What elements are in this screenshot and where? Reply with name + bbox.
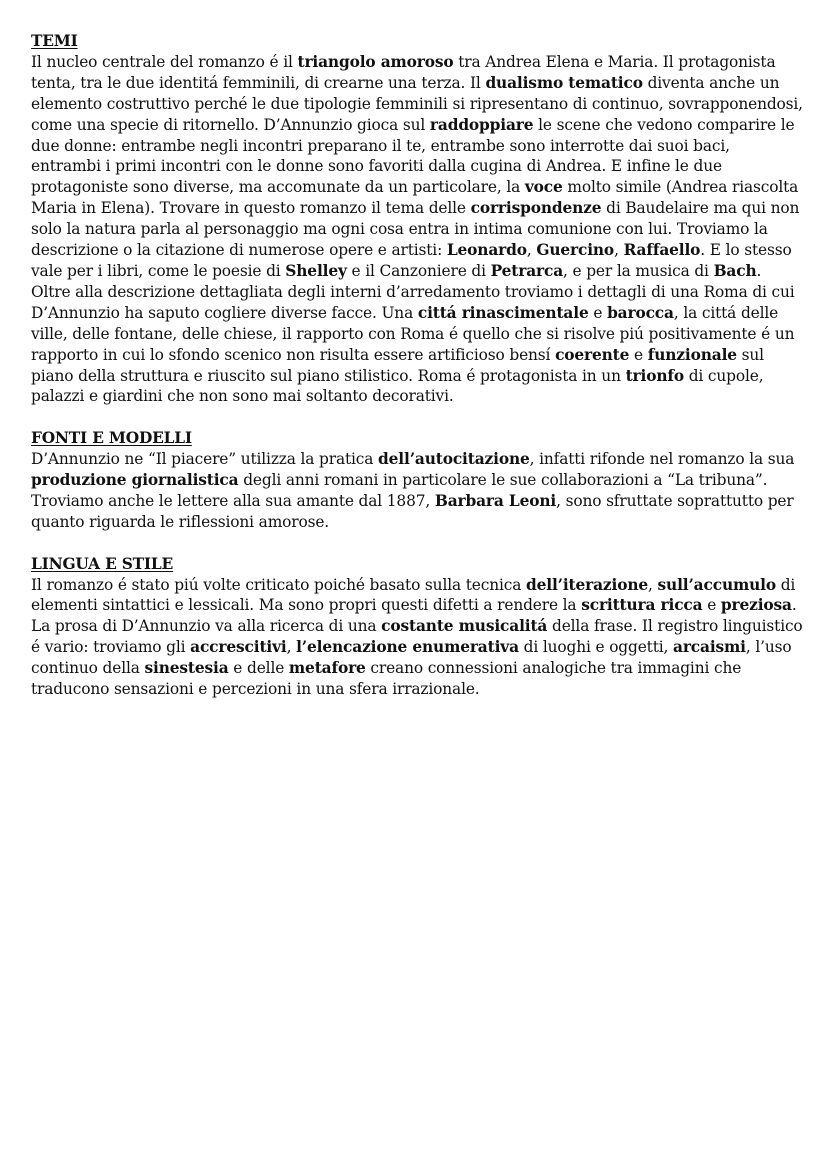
bold-term: raddoppiare xyxy=(429,115,534,134)
text-run: e xyxy=(629,345,648,364)
bold-term: sinestesia xyxy=(144,659,229,678)
bold-term: dell’autocitazione xyxy=(378,450,530,469)
text-run: di cupole, palazzi e giardini che non sono mai soltanto decorativi. xyxy=(31,366,764,406)
text-run: della frase. Il registro linguistico é vario: troviamo gli xyxy=(31,617,803,657)
text-run: molto simile (Andrea riascolta Maria in Elena). Trovare in questo romanzo il tema delle xyxy=(31,178,799,218)
bold-term: Bach xyxy=(713,261,757,280)
section-body xyxy=(31,575,803,700)
bold-term: scrittura ricca xyxy=(581,596,703,615)
text-run: . Oltre alla descrizione dettagliata degli interni d’arredamento troviamo i dettagli di una Roma di cui D’Annunzio ha saputo cogliere diverse facce. Una xyxy=(31,261,795,322)
bold-term: dell’iterazione xyxy=(526,575,649,594)
bold-term: corrispondenze xyxy=(470,199,602,218)
text-run: e delle xyxy=(228,659,289,678)
text-run: sul piano della struttura e riuscito sul piano stilistico. Roma é protagonista in un xyxy=(31,345,764,385)
text-run: , xyxy=(526,241,537,260)
text-run: e xyxy=(702,596,721,615)
bold-term: metafore xyxy=(288,659,366,678)
section-body xyxy=(31,449,803,533)
bold-term: produzione giornalistica xyxy=(31,471,239,490)
document-page xyxy=(31,31,803,700)
text-run: degli anni romani in particolare le sue collaborazioni a “La tribuna”. Troviamo anche le lettere alla sua amante dal 1887, xyxy=(31,471,768,510)
bold-term: funzionale xyxy=(647,345,737,364)
section-fonti-e-modelli xyxy=(31,428,803,533)
text-run: e il Canzoniere di xyxy=(346,261,491,280)
bold-term: cittá rinascimentale xyxy=(417,303,589,322)
bold-term: trionfo xyxy=(625,366,684,385)
bold-term: Leonardo xyxy=(446,241,527,260)
bold-term: voce xyxy=(524,178,563,197)
bold-term: l’elencazione enumerativa xyxy=(296,638,519,657)
bold-term: Barbara Leoni xyxy=(434,491,557,510)
text-run: , infatti rifonde nel romanzo la sua xyxy=(529,450,795,469)
bold-term: sull’accumulo xyxy=(657,575,776,594)
text-run: tra Andrea Elena e Maria. Il protagonista tenta, tra le due identitá femminili, di crearne una terza. Il xyxy=(31,52,776,92)
bold-term: triangolo amoroso xyxy=(297,52,454,71)
section-heading: LINGUA E STILE xyxy=(31,554,174,573)
bold-term: Raffaello xyxy=(623,241,701,260)
bold-term: dualismo tematico xyxy=(485,73,643,92)
bold-term: barocca xyxy=(607,303,674,322)
text-run: , l’uso continuo della xyxy=(31,638,792,678)
bold-term: coerente xyxy=(555,345,630,364)
text-run: , xyxy=(286,638,297,657)
text-run: , la cittá delle ville, delle fontane, delle chiese, il rapporto con Roma é quello che si risolve piú positivamente é un rapporto in cui lo sfondo scenico non risulta essere artificioso bensí xyxy=(31,303,795,364)
bold-term: preziosa xyxy=(720,596,792,615)
bold-term: Shelley xyxy=(285,261,347,280)
text-run: . La prosa di D’Annunzio va alla ricerca di una xyxy=(31,596,797,636)
bold-term: costante musicalitá xyxy=(381,617,548,636)
text-run: . E lo stesso vale per i libri, come le poesie di xyxy=(31,241,792,280)
bold-term: Guercino xyxy=(536,241,615,260)
bold-term: Petrarca xyxy=(490,261,564,280)
bold-term: accrescitivi xyxy=(190,638,287,657)
text-run: , xyxy=(648,575,658,594)
section-temi xyxy=(31,31,803,407)
text-run: , e per la musica di xyxy=(563,261,714,280)
section-body xyxy=(31,52,803,407)
text-run: Il nucleo centrale del romanzo é il xyxy=(31,52,298,71)
section-lingua-e-stile xyxy=(31,554,803,700)
bold-term: arcaismi xyxy=(673,638,746,657)
text-run: di Baudelaire ma qui non solo la natura parla al personaggio ma ogni cosa entra in intima comunione con lui. Troviamo la descrizione o la citazione di numerose opere e artisti: xyxy=(31,199,800,260)
text-run: , sono sfruttate soprattutto per quanto riguarda le riflessioni amorose. xyxy=(31,491,794,531)
text-run: di elementi sintattici e lessicali. Ma sono propri questi difetti a rendere la xyxy=(31,575,796,615)
section-heading: TEMI xyxy=(31,32,78,50)
text-run: diventa anche un elemento costruttivo perché le due tipologie femminili si ripresentano di continuo, sovrapponendosi, come una specie di ritornello. D’Annunzio gioca sul xyxy=(31,73,803,134)
text-run: D’Annunzio ne “Il piacere” utilizza la pratica xyxy=(31,450,379,469)
text-run: creano connessioni analogiche tra immagini che traducono sensazioni e percezioni in una sfera irrazionale. xyxy=(31,659,742,699)
text-run: e xyxy=(588,303,608,322)
text-run: Il romanzo é stato piú volte criticato poiché basato sulla tecnica xyxy=(31,575,526,594)
text-run: di luoghi e oggetti, xyxy=(518,638,673,657)
text-run: , xyxy=(614,241,624,260)
text-run: le scene che vedono comparire le due donne: entrambe negli incontri preparano il te, entrambe sono interrotte dai suoi baci, entrambi i primi incontri con le donne sono favoriti dalla cugina di Andrea. E infine le due protagoniste sono diverse, ma accomunate da un particolare, la xyxy=(31,115,795,197)
section-heading: FONTI E MODELLI xyxy=(31,429,192,448)
